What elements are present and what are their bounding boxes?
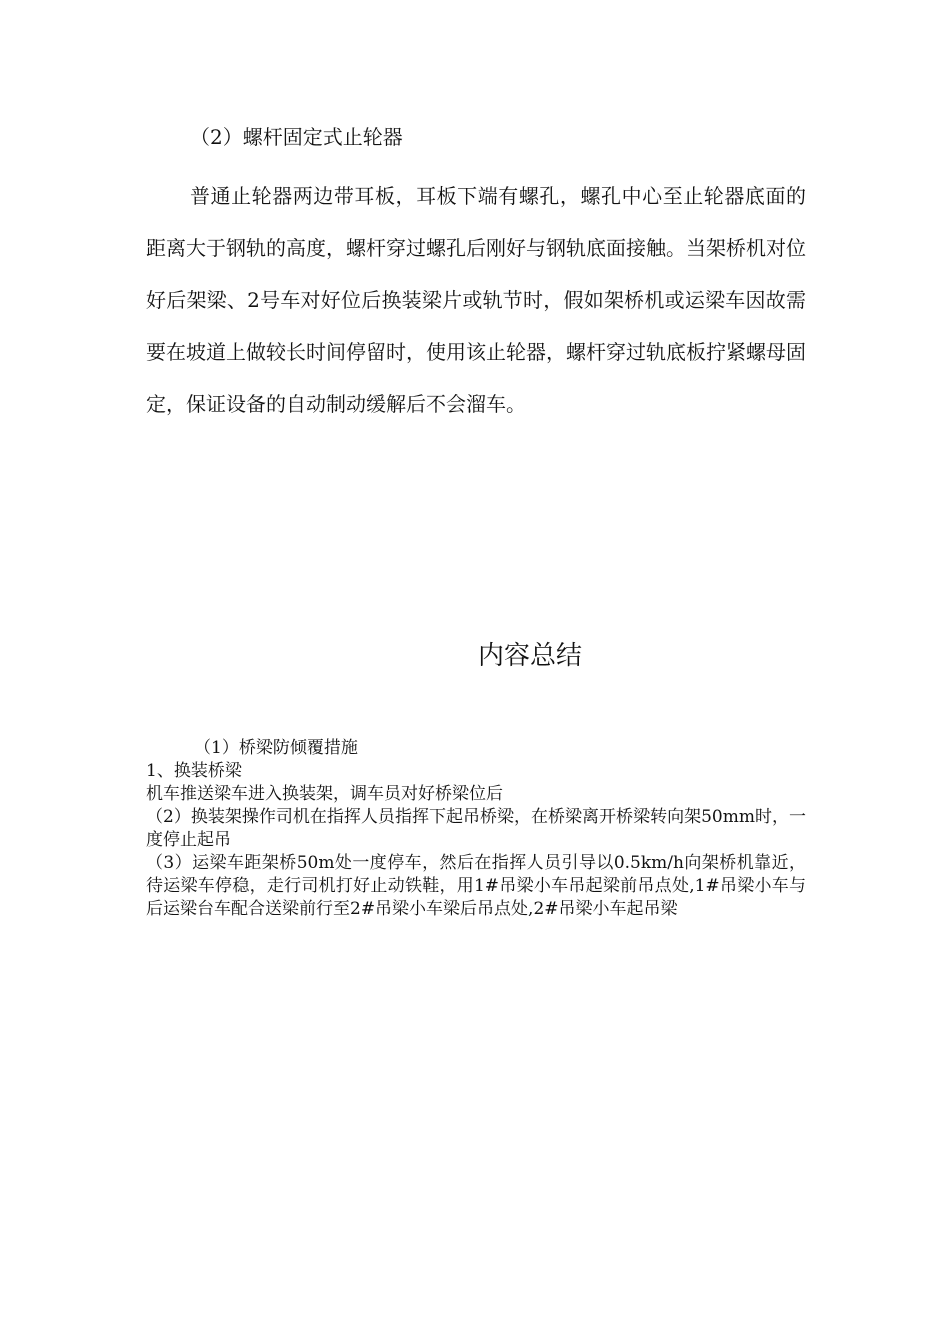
wheel-stopper-section <box>146 118 806 430</box>
summary-line: （2）换装架操作司机在指挥人员指挥下起吊桥梁，在桥梁离开桥梁转向架50mm时，一度停止起吊 <box>146 807 806 850</box>
summary-line: 机车推送梁车进入换装架，调车员对好桥梁位后 <box>146 784 503 804</box>
summary-line: （3）运梁车距架桥50m处一度停车，然后在指挥人员引导以0.5km/h向架桥机靠近，待运梁车停稳，走行司机打好止动铁鞋，用1#吊梁小车吊起梁前吊点处,1#吊梁小车与后运梁台车配合送梁前行至2#吊梁小车梁后吊点处,2#吊梁小车起吊梁 <box>146 853 806 919</box>
summary-line: （1）桥梁防倾覆措施 <box>194 738 358 758</box>
section-paragraph: 普通止轮器两边带耳板，耳板下端有螺孔，螺孔中心至止轮器底面的距离大于钢轨的高度，螺杆穿过螺孔后刚好与钢轨底面接触。当架桥机对位好后架梁、2号车对好位后换装梁片或轨节时，假如架桥机或运梁车因故需要在坡道上做较长时间停留时，使用该止轮器，螺杆穿过轨底板拧紧螺母固定，保证设备的自动制动缓解后不会溜车。 <box>146 184 806 416</box>
summary-title: 内容总结 <box>477 641 582 671</box>
summary-line: 1、换装桥梁 <box>146 761 242 781</box>
section-subheading: （2）螺杆固定式止轮器 <box>190 125 403 149</box>
summary-section <box>146 737 806 921</box>
